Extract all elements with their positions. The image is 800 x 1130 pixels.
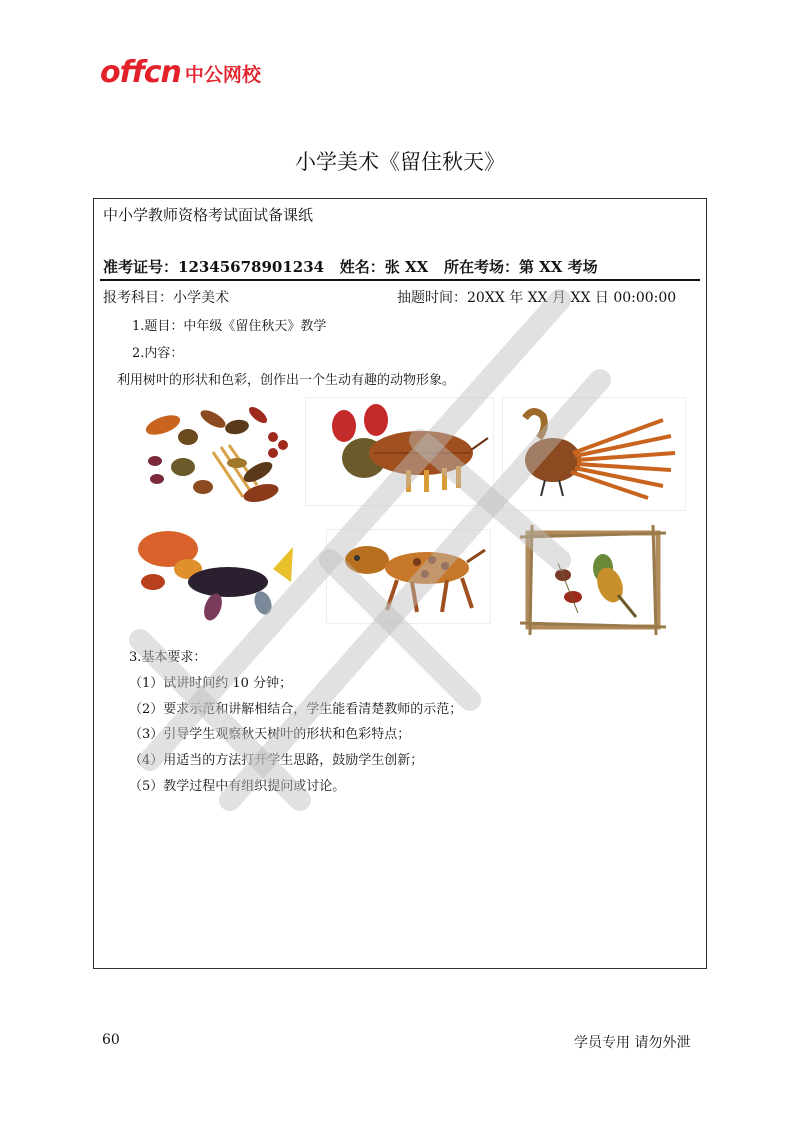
confidential-note: 学员专用 请勿外泄 bbox=[574, 1035, 691, 1051]
brand-logo bbox=[100, 54, 261, 88]
draw-time: 抽题时间：20XX 年 XX 月 XX 日 00:00:00 bbox=[397, 290, 677, 306]
candidate-id-line: 准考证号：12345678901234 姓名：张 XX 所在考场：第 XX 考场 bbox=[103, 258, 598, 276]
page-number: 60 bbox=[102, 1032, 120, 1048]
content-label: 2.内容： bbox=[132, 346, 184, 361]
divider-rule bbox=[100, 279, 700, 281]
leaf-mouse-image bbox=[305, 397, 494, 506]
requirements-label: 3.基本要求： bbox=[129, 650, 207, 665]
requirement-item: （3）引导学生观察秋天树叶的形状和色彩特点； bbox=[129, 727, 411, 742]
page-title: 小学美术《留住秋天》 bbox=[295, 150, 505, 174]
content-text: 利用树叶的形状和色彩，创作出一个生动有趣的动物形象。 bbox=[117, 373, 456, 388]
leaf-deer-image bbox=[326, 529, 491, 624]
leaf-collection-image bbox=[133, 397, 295, 509]
exam-subject: 报考科目：小学美术 bbox=[103, 290, 229, 306]
requirement-item: （4）用适当的方法打开学生思路，鼓励学生创新； bbox=[129, 753, 424, 768]
leaf-fish-image bbox=[133, 527, 297, 627]
leaf-parrot-frame-image bbox=[518, 523, 667, 636]
topic-line: 1.题目：中年级《留住秋天》教学 bbox=[132, 319, 327, 334]
requirement-item: （1）试讲时间约 10 分钟； bbox=[129, 676, 293, 691]
requirement-item: （5）教学过程中有组织提问或讨论。 bbox=[129, 779, 346, 794]
leaf-turkey-image bbox=[502, 397, 686, 511]
paper-heading: 中小学教师资格考试面试备课纸 bbox=[103, 206, 314, 224]
logo-chinese-text: 中公网校 bbox=[184, 64, 261, 86]
requirement-item: （2）要求示范和讲解相结合，学生能看清楚教师的示范； bbox=[129, 702, 463, 717]
logo-latin-text: offcn bbox=[100, 55, 181, 90]
